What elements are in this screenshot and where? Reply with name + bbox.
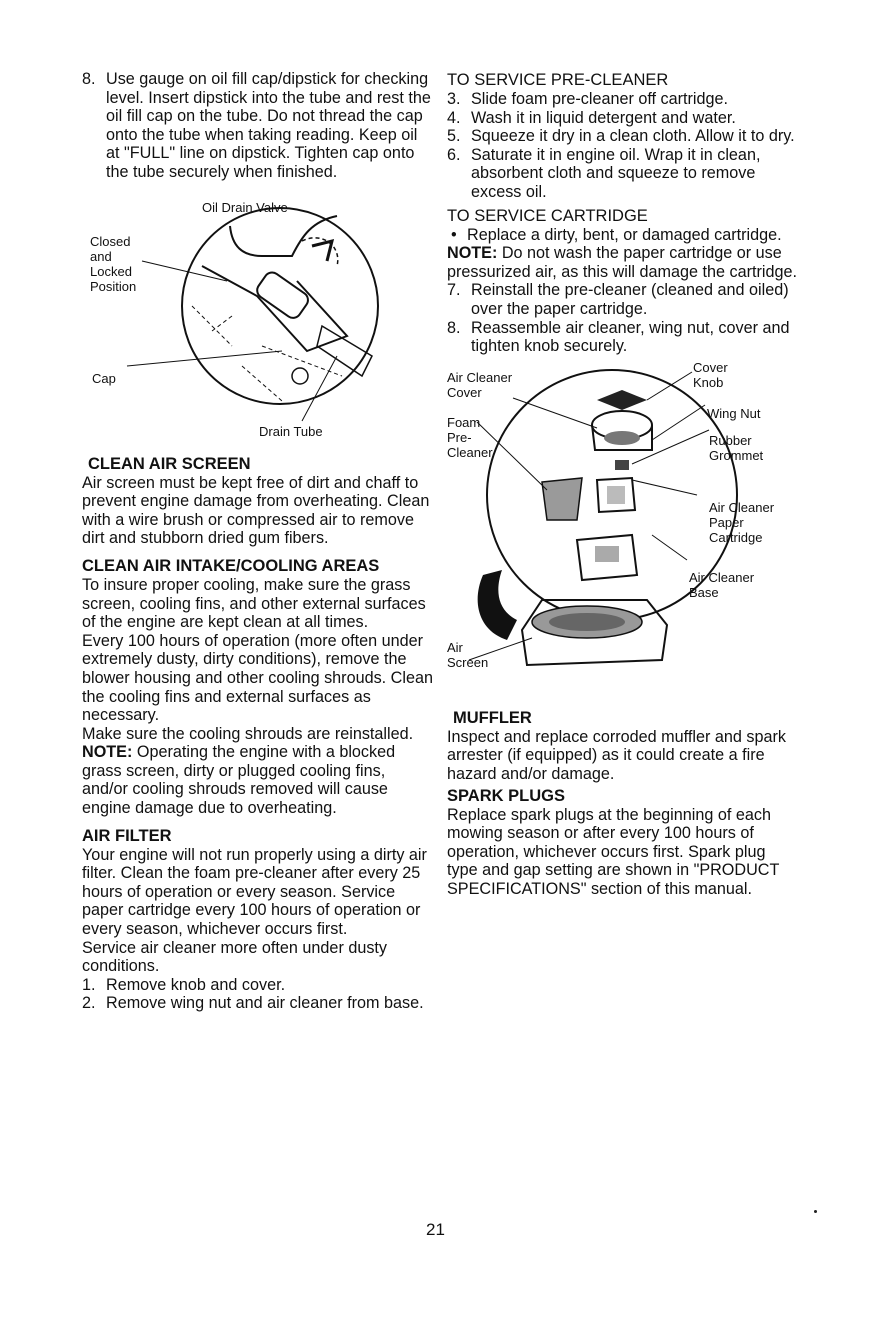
bullet-mark: • xyxy=(451,225,457,244)
heading-spark-plugs: SPARK PLUGS xyxy=(447,786,565,805)
step-text: Reassemble air cleaner, wing nut, cover and tighten knob securely. xyxy=(471,318,790,356)
list-item xyxy=(447,127,799,146)
label-closed-locked: Closed and Locked Position xyxy=(90,233,137,294)
list-item xyxy=(447,146,799,202)
step-text: Wash it in liquid detergent and water. xyxy=(471,108,736,127)
muffler-text: Inspect and replace corroded muffler and spark arrester (if equipped) as it could create a fire hazard and/or damage. xyxy=(447,727,786,783)
heading-muffler: MUFFLER xyxy=(453,708,532,727)
intake-paragraph-2: Every 100 hours of operation (more often under extremely dusty, dirty conditions), remove the blower housing and other cooling shrouds. Clean the cooling fins and external surfaces as necessary. xyxy=(82,631,433,725)
clean-air-screen-text: Air screen must be kept free of dirt and chaff to prevent engine damage from overheating. Clean with a wire brush or compressed air to remove dirt and stubborn dried gum fibers. xyxy=(82,473,430,548)
label-air-cleaner-cover: Air Cleaner Cover xyxy=(447,369,513,400)
step-number: 8. xyxy=(447,318,461,337)
heading-air-filter: AIR FILTER xyxy=(82,826,172,845)
list-item xyxy=(82,994,434,1013)
spark-plugs-text: Replace spark plugs at the beginning of each mowing season or after every 100 hours of operation, whichever occurs first. Spark plug type and gap setting are shown in "PRODUCT SPECIFICATIONS" section of this manual. xyxy=(447,805,780,898)
heading-service-pre-cleaner: TO SERVICE PRE-CLEANER xyxy=(447,71,669,89)
list-item xyxy=(447,319,799,356)
heading-clean-air-screen: CLEAN AIR SCREEN xyxy=(88,454,251,473)
note-label: NOTE: xyxy=(447,244,498,263)
air-filter-paragraph-1: Your engine will not run properly using a dirty air filter. Clean the foam pre-cleaner after every 25 hours of operation or every season. Service paper cartridge every 100 hours of operation or every season, whichever occurs first. xyxy=(82,845,427,939)
step-number: 4. xyxy=(447,108,461,127)
step-text: Use gauge on oil fill cap/dipstick for checking level. Insert dipstick into the tube and rest the oil fill cap on the tube. Do not thread the cap onto the tube when taking reading. Keep oil at "FULL" line on dipstick. Tighten cap onto the tube securely when finished. xyxy=(106,70,431,181)
list-item xyxy=(447,90,799,109)
intake-paragraph-1: To insure proper cooling, make sure the grass screen, cooling fins, and other external surfaces of the engine are kept clean at all times. xyxy=(82,575,426,632)
step-text: Slide foam pre-cleaner off cartridge. xyxy=(471,90,729,108)
list-item xyxy=(447,281,799,318)
label-rubber-grommet: Rubber Grommet xyxy=(709,432,764,463)
label-drain-tube: Drain Tube xyxy=(259,423,323,439)
air-cleaner-figure xyxy=(447,360,799,700)
label-paper-cartridge: Air Cleaner Paper Cartridge xyxy=(709,499,775,545)
air-filter-paragraph-2: Service air cleaner more often under dusty conditions. xyxy=(82,938,388,976)
bullet-text: Replace a dirty, bent, or damaged cartridge. xyxy=(467,225,782,244)
step-number: 7. xyxy=(447,281,461,300)
page-number: 21 xyxy=(426,1220,445,1239)
label-wing-nut: Wing Nut xyxy=(707,405,761,421)
step-number: 2. xyxy=(82,994,96,1013)
intake-paragraph-3: Make sure the cooling shrouds are reinstalled. xyxy=(82,724,414,743)
list-item xyxy=(447,109,799,128)
stray-dot xyxy=(814,1210,817,1213)
right-column xyxy=(447,70,799,898)
step-text: Saturate it in engine oil. Wrap it in clean, absorbent cloth and squeeze to remove excess oil. xyxy=(471,145,761,201)
heading-service-cartridge: TO SERVICE CARTRIDGE xyxy=(447,206,648,225)
note-label: NOTE: xyxy=(82,743,133,762)
step-number: 5. xyxy=(447,127,461,146)
label-air-screen: Air Screen xyxy=(447,639,489,670)
label-cover-knob: Cover Knob xyxy=(693,359,728,390)
label-cap: Cap xyxy=(92,370,116,386)
intake-note xyxy=(82,743,434,817)
list-item xyxy=(82,976,434,995)
step-number: 3. xyxy=(447,90,461,108)
cartridge-note xyxy=(447,244,799,281)
step-text: Reinstall the pre-cleaner (cleaned and oiled) over the paper cartridge. xyxy=(471,281,789,318)
step-text: Remove wing nut and air cleaner from base. xyxy=(106,994,424,1013)
note-text: Do not wash the paper cartridge or use pressurized air, as this will damage the cartridge. xyxy=(447,244,797,281)
left-column xyxy=(82,70,434,1013)
step-text: Squeeze it dry in a clean cloth. Allow it to dry. xyxy=(471,127,795,146)
oil-drain-valve-illustration xyxy=(82,186,434,444)
figure-title: Oil Drain Valve xyxy=(202,199,288,215)
label-foam-pre-cleaner: Foam Pre- Cleaner xyxy=(447,414,493,460)
step-number: 6. xyxy=(447,145,461,164)
step-8-oil-gauge xyxy=(82,70,434,182)
step-text: Remove knob and cover. xyxy=(106,975,286,994)
oil-drain-valve-figure xyxy=(82,186,434,444)
label-air-cleaner-base: Air Cleaner Base xyxy=(689,569,755,600)
bullet-item xyxy=(447,226,799,245)
note-text: Operating the engine with a blocked grass screen, dirty or plugged cooling fins, and/or cooling shrouds removed will cause engine damage due to overheating. xyxy=(82,743,396,818)
heading-clean-air-intake: CLEAN AIR INTAKE/COOLING AREAS xyxy=(82,556,380,575)
step-number: 8. xyxy=(82,70,96,88)
step-number: 1. xyxy=(82,975,96,994)
